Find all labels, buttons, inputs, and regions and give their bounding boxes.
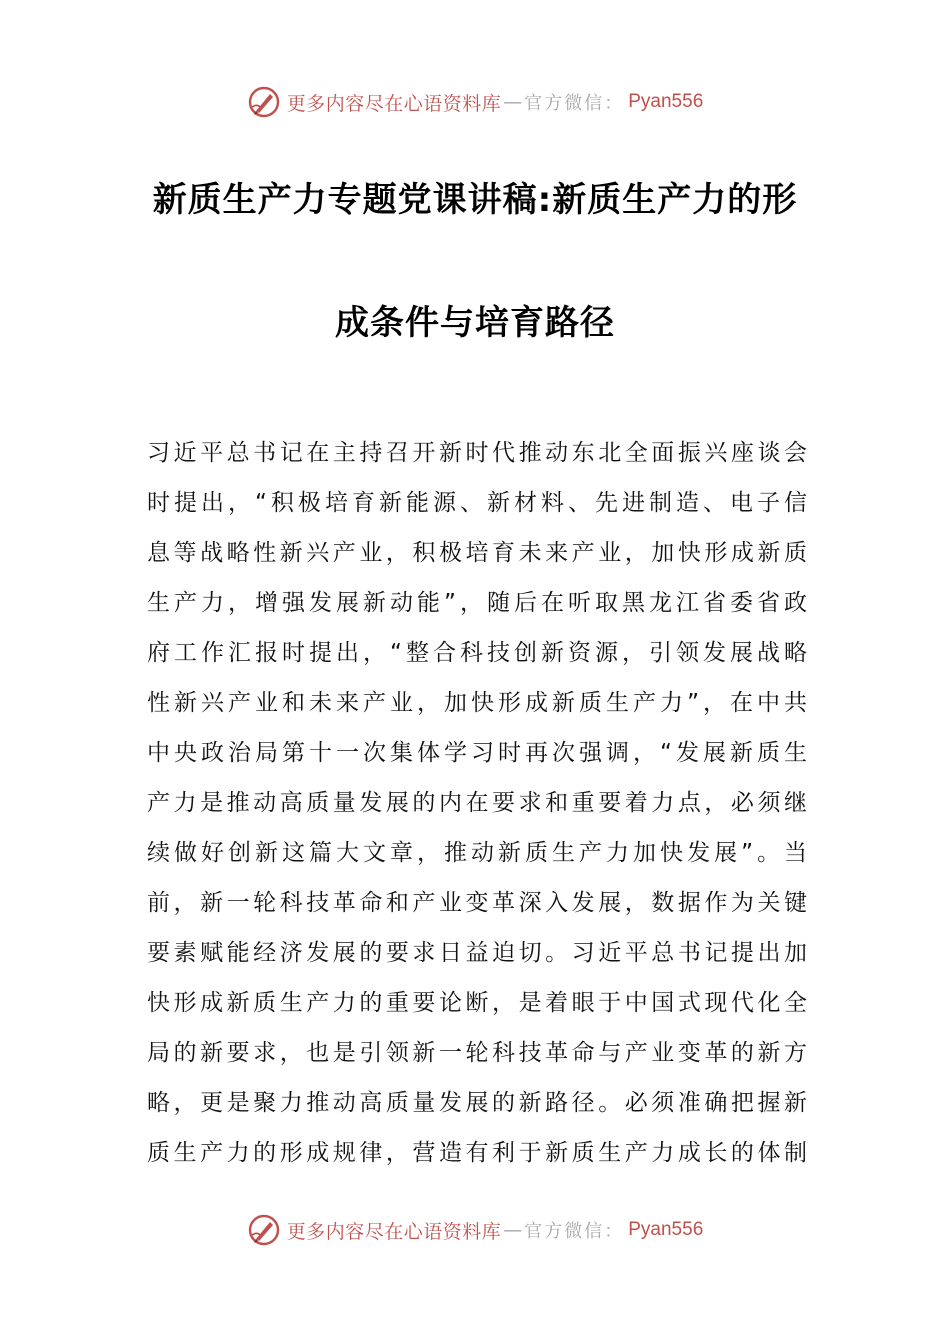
promo-text: 更多内容尽在心语资料库 (286, 1220, 502, 1243)
wechat-id: Pyan556 (628, 1219, 704, 1240)
body-line: 性新兴产业和未来产业，加快形成新质生产力”，在中共 (147, 690, 807, 716)
separator-dash: — (503, 91, 523, 113)
wechat-label: 官方微信： (524, 93, 625, 114)
body-line: 要素赋能经济发展的要求日益迫切。习近平总书记提出加 (147, 940, 807, 966)
body-line: 前，新一轮科技革命和产业变革深入发展，数据作为关键 (147, 890, 807, 916)
document-title-line-2: 成条件与培育路径 (335, 303, 615, 343)
footer-banner (0, 1210, 950, 1250)
pen-logo-icon (247, 1213, 281, 1247)
body-line: 产力是推动高质量发展的内在要求和重要着力点，必须继 (147, 790, 807, 816)
body-line: 府工作汇报时提出，“整合科技创新资源，引领发展战略 (147, 640, 807, 666)
body-line: 质生产力的形成规律，营造有利于新质生产力成长的体制 (147, 1140, 807, 1166)
body-line: 习近平总书记在主持召开新时代推动东北全面振兴座谈会 (147, 440, 807, 466)
header-banner (0, 82, 950, 122)
wechat-id: Pyan556 (628, 91, 704, 112)
body-line: 快形成新质生产力的重要论断，是着眼于中国式现代化全 (147, 990, 807, 1016)
body-line: 略，更是聚力推动高质量发展的新路径。必须准确把握新 (147, 1090, 807, 1116)
body-line: 续做好创新这篇大文章，推动新质生产力加快发展”。当 (147, 840, 807, 866)
promo-text: 更多内容尽在心语资料库 (286, 92, 502, 115)
body-line: 生产力，增强发展新动能”，随后在听取黑龙江省委省政 (147, 590, 807, 616)
separator-dash: — (503, 1219, 523, 1241)
body-paragraph (147, 428, 807, 1178)
pen-logo-icon (247, 85, 281, 119)
body-line: 中央政治局第十一次集体学习时再次强调，“发展新质生 (147, 740, 807, 766)
wechat-label: 官方微信： (524, 1221, 625, 1242)
body-line: 时提出，“积极培育新能源、新材料、先进制造、电子信 (147, 490, 807, 516)
body-line: 局的新要求，也是引领新一轮科技革命与产业变革的新方 (147, 1040, 807, 1066)
document-title-line-1: 新质生产力专题党课讲稿:新质生产力的形 (152, 180, 798, 220)
body-line: 息等战略性新兴产业，积极培育未来产业，加快形成新质 (147, 540, 807, 566)
